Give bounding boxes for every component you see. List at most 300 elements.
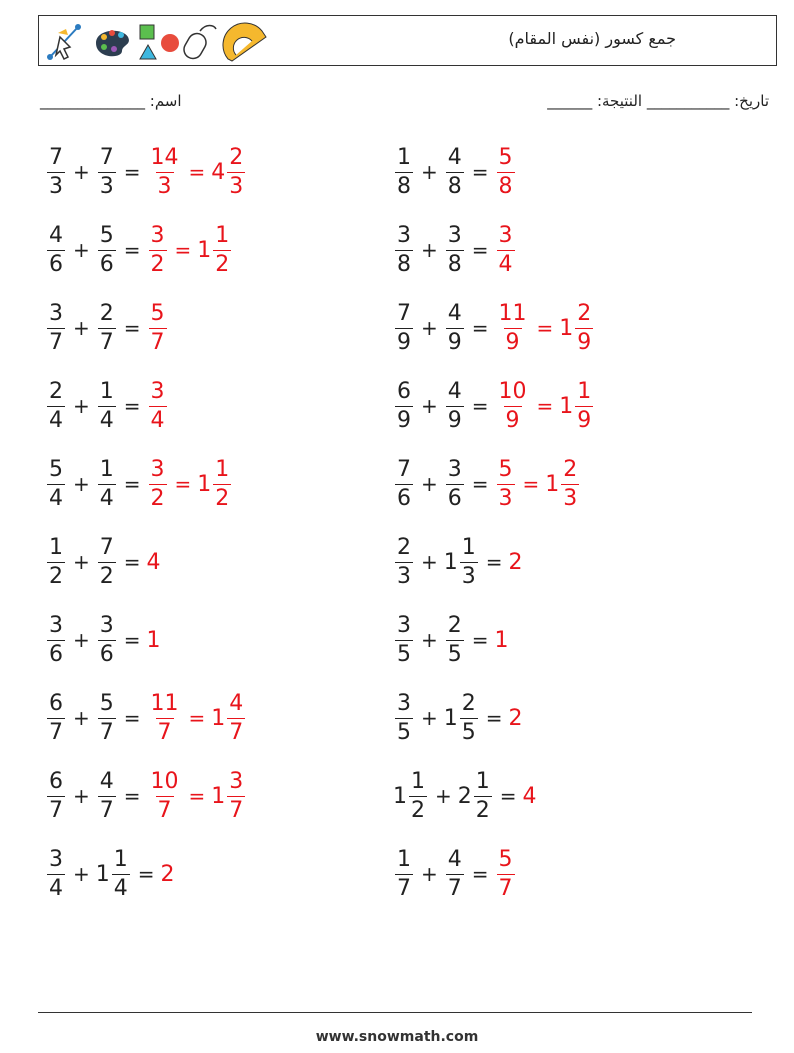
addend-1: [395, 690, 413, 745]
equals-sign: =: [499, 784, 517, 808]
answer-fraction-numerator: 5: [498, 456, 513, 482]
addend-1-denominator: 8: [397, 173, 411, 199]
problem-right-9: [393, 766, 537, 826]
addend-1: [47, 456, 65, 511]
addend-1: [395, 222, 413, 277]
answer-equals-sign: =: [536, 316, 554, 340]
answer-mixed-number-denominator: 7: [229, 719, 244, 745]
addend-2-denominator: 3: [99, 173, 114, 199]
answer: [495, 378, 596, 433]
problem-left-8: [45, 688, 247, 748]
answer-mixed-number-denominator: 7: [229, 797, 244, 823]
problem-left-2: [45, 220, 233, 280]
addend-2-numerator: 7: [99, 534, 114, 560]
paint-palette-icon: [96, 30, 129, 56]
addend-2-numerator: 2: [461, 690, 476, 716]
problem-left-6: [45, 532, 161, 592]
answer-fraction: [149, 144, 181, 199]
plus-sign: +: [421, 238, 438, 262]
answer-mixed-number: [213, 222, 231, 277]
addend-2-numerator: 2: [99, 300, 114, 326]
equals-sign: =: [485, 550, 503, 574]
answer-fraction-numerator: 14: [150, 144, 179, 170]
addend-2: [460, 534, 478, 589]
answer-whole: 2: [508, 549, 523, 575]
answer-fraction-denominator: 3: [498, 485, 513, 511]
addend-2: [98, 768, 116, 823]
answer-fraction-denominator: 7: [157, 719, 172, 745]
addend-1-numerator: 3: [397, 690, 411, 716]
equals-sign: =: [471, 160, 489, 184]
addend-1: [395, 378, 413, 433]
answer-mixed-number-numerator: 4: [229, 690, 244, 716]
problem-right-8: [393, 688, 523, 748]
answer-mixed-number-numerator: 2: [563, 456, 578, 482]
answer-mixed-number: [213, 456, 231, 511]
equals-sign: =: [123, 706, 141, 730]
addend-1-numerator: 2: [49, 378, 63, 404]
addend-2-numerator: 5: [99, 222, 114, 248]
answer-mixed-number-numerator: 1: [215, 222, 230, 248]
addend-2-numerator: 3: [99, 612, 114, 638]
addend-1-numerator: 7: [397, 300, 411, 326]
addend-1-denominator: 5: [397, 719, 411, 745]
addend-2-numerator: 3: [447, 222, 462, 248]
addend-2-denominator: 9: [447, 407, 462, 433]
addend-1-numerator: 6: [49, 690, 63, 716]
addend-1-denominator: 7: [49, 719, 63, 745]
answer-fraction-numerator: 3: [498, 222, 513, 248]
answer: [495, 222, 517, 277]
answer-equals-sign: =: [522, 472, 540, 496]
addend-2-denominator: 8: [447, 251, 462, 277]
answer-mixed-number-numerator: 1: [577, 378, 592, 404]
answer-fraction-denominator: 4: [498, 251, 513, 277]
plus-sign: +: [73, 238, 90, 262]
answer: [495, 628, 509, 653]
addend-2-whole: 2: [457, 783, 472, 809]
addend-2-numerator: 1: [461, 534, 476, 560]
equals-sign: =: [123, 160, 141, 184]
problem-right-1: [393, 142, 517, 202]
addend-2: [98, 534, 116, 589]
answer: [509, 706, 523, 731]
addend-2-denominator: 7: [99, 719, 114, 745]
plus-sign: +: [421, 316, 438, 340]
addend-1-denominator: 4: [49, 485, 63, 511]
answer-equals-sign: =: [536, 394, 554, 418]
addend-1: [395, 300, 413, 355]
addend-2-denominator: 7: [447, 875, 462, 901]
answer-fraction: [497, 222, 515, 277]
problem-right-3: [393, 298, 595, 358]
answer-fraction-denominator: 8: [498, 173, 513, 199]
answer-whole: 2: [508, 705, 523, 731]
answer-fraction: [149, 300, 167, 355]
addend-1-numerator: 3: [49, 300, 63, 326]
addend-1: [47, 768, 65, 823]
problem-right-2: [393, 220, 517, 280]
addend-1-denominator: 6: [49, 251, 63, 277]
addend-2-denominator: 7: [99, 329, 114, 355]
answer: [523, 784, 537, 809]
answer-equals-sign: =: [188, 784, 206, 808]
answer-fraction: [497, 300, 529, 355]
addend-2: [98, 612, 116, 667]
addend-1-numerator: 1: [49, 534, 63, 560]
equals-sign: =: [123, 784, 141, 808]
problem-left-4: [45, 376, 169, 436]
plus-sign: +: [421, 160, 438, 184]
answer-equals-sign: =: [188, 160, 206, 184]
answer: [147, 550, 161, 575]
addend-1-denominator: 7: [397, 875, 411, 901]
addend-1-numerator: 6: [49, 768, 63, 794]
answer-mixed-number-denominator: 9: [577, 407, 592, 433]
problem-right-6: [393, 532, 523, 592]
answer-mixed-number: [227, 144, 245, 199]
addend-1-denominator: 7: [49, 329, 63, 355]
equals-sign: =: [471, 238, 489, 262]
addend-2-whole: 1: [95, 861, 110, 887]
answer-whole: 2: [160, 861, 175, 887]
footer-divider: [38, 1012, 752, 1013]
answer-whole: 1: [494, 627, 509, 653]
name-field: اسم: ______________: [40, 92, 182, 110]
addend-1: [395, 534, 413, 589]
addend-2: [98, 456, 116, 511]
answer-equals-sign: =: [174, 472, 192, 496]
addend-2-numerator: 4: [447, 846, 462, 872]
answer-mixed-number-whole: 1: [559, 393, 574, 419]
equals-sign: =: [471, 394, 489, 418]
addend-1-numerator: 7: [397, 456, 411, 482]
addend-2-numerator: 4: [447, 378, 462, 404]
addend-1-denominator: 8: [397, 251, 411, 277]
header-box: [38, 15, 777, 66]
answer: [147, 144, 248, 199]
addend-2-denominator: 6: [447, 485, 462, 511]
answer: [495, 456, 582, 511]
answer-fraction-numerator: 3: [150, 378, 165, 404]
addend-2-whole: 1: [443, 705, 458, 731]
addend-2-denominator: 7: [99, 797, 114, 823]
addend-2-numerator: 4: [447, 144, 462, 170]
answer-fraction-denominator: 3: [157, 173, 172, 199]
plus-sign: +: [73, 628, 90, 652]
answer-mixed-number-whole: 4: [211, 159, 226, 185]
addend-2-numerator: 2: [447, 612, 462, 638]
addend-2-denominator: 3: [461, 563, 476, 589]
answer-equals-sign: =: [174, 238, 192, 262]
addend-1: [47, 300, 65, 355]
addend-1-denominator: 4: [49, 875, 63, 901]
answer: [147, 690, 248, 745]
equals-sign: =: [123, 628, 141, 652]
answer-fraction-numerator: 11: [498, 300, 527, 326]
problem-left-3: [45, 298, 169, 358]
addend-2: [98, 690, 116, 745]
answer: [495, 144, 517, 199]
answer-fraction-denominator: 4: [150, 407, 165, 433]
answer: [147, 628, 161, 653]
addend-2: [446, 378, 464, 433]
addend-2-numerator: 5: [99, 690, 114, 716]
addend-1-numerator: 1: [397, 846, 411, 872]
answer-fraction: [497, 378, 529, 433]
equals-sign: =: [471, 472, 489, 496]
answer-mixed-number-whole: 1: [197, 237, 212, 263]
equals-sign: =: [123, 394, 141, 418]
addend-2-denominator: 6: [99, 251, 114, 277]
problem-right-5: [393, 454, 581, 514]
addend-1-denominator: 7: [49, 797, 63, 823]
equals-sign: =: [137, 862, 155, 886]
problem-left-5: [45, 454, 233, 514]
answer-fraction-numerator: 5: [150, 300, 165, 326]
answer-mixed-number-whole: 1: [559, 315, 574, 341]
addend-1: [47, 690, 65, 745]
addend-2-whole: 1: [443, 549, 458, 575]
addend-2: [446, 846, 464, 901]
addend-1-numerator: 1: [397, 144, 411, 170]
plus-sign: +: [421, 706, 438, 730]
addend-1: [395, 456, 413, 511]
answer-fraction-denominator: 7: [150, 329, 165, 355]
addend-1-denominator: 2: [49, 563, 63, 589]
equals-sign: =: [471, 862, 489, 886]
addend-1-numerator: 1: [411, 768, 425, 794]
addend-2: [446, 612, 464, 667]
problem-left-9: [45, 766, 247, 826]
worksheet-title: جمع كسور (نفس المقام): [508, 29, 676, 48]
answer: [147, 378, 169, 433]
graph-tool-icon: [47, 24, 81, 60]
addend-2: [112, 846, 130, 901]
addend-1-denominator: 2: [411, 797, 425, 823]
addend-2: [446, 222, 464, 277]
addend-1-denominator: 3: [49, 173, 63, 199]
answer-mixed-number: [227, 768, 245, 823]
plus-sign: +: [73, 550, 90, 574]
shapes-icon: [140, 25, 179, 59]
addend-2-denominator: 2: [99, 563, 114, 589]
plus-sign: +: [421, 394, 438, 418]
answer-fraction-numerator: 3: [150, 222, 165, 248]
addend-2-numerator: 1: [99, 456, 114, 482]
answer-equals-sign: =: [188, 706, 206, 730]
answer-mixed-number-denominator: 3: [229, 173, 244, 199]
addend-2-denominator: 8: [447, 173, 462, 199]
answer-mixed-number-numerator: 2: [577, 300, 592, 326]
addend-2-denominator: 5: [461, 719, 476, 745]
answer-whole: 4: [146, 549, 161, 575]
plus-sign: +: [73, 472, 90, 496]
addend-2-denominator: 5: [447, 641, 462, 667]
addend-1: [395, 846, 413, 901]
addend-1-denominator: 5: [397, 641, 411, 667]
addend-1: [47, 846, 65, 901]
addend-1-numerator: 3: [397, 612, 411, 638]
answer-fraction-denominator: 2: [150, 485, 165, 511]
answer-fraction: [497, 846, 515, 901]
addend-2-numerator: 1: [99, 378, 114, 404]
answer: [161, 862, 175, 887]
answer: [495, 846, 517, 901]
addend-1-numerator: 5: [49, 456, 63, 482]
answer-fraction: [497, 144, 515, 199]
answer: [147, 300, 169, 355]
problem-right-10: [393, 844, 517, 904]
answer: [495, 300, 596, 355]
plus-sign: +: [73, 394, 90, 418]
addend-1-denominator: 4: [49, 407, 63, 433]
answer-mixed-number: [227, 690, 245, 745]
equals-sign: =: [471, 628, 489, 652]
addend-1-numerator: 3: [397, 222, 411, 248]
answer-fraction-numerator: 5: [498, 846, 513, 872]
answer-fraction-denominator: 9: [505, 407, 520, 433]
addend-1-numerator: 2: [397, 534, 411, 560]
addend-2-numerator: 3: [447, 456, 462, 482]
answer-mixed-number-whole: 1: [197, 471, 212, 497]
addend-2-denominator: 4: [113, 875, 128, 901]
answer: [147, 222, 234, 277]
addend-2-numerator: 4: [99, 768, 114, 794]
answer-mixed-number: [575, 378, 593, 433]
answer-fraction-numerator: 5: [498, 144, 513, 170]
problem-right-4: [393, 376, 595, 436]
answer-mixed-number-whole: 1: [211, 783, 226, 809]
addend-1-numerator: 3: [49, 612, 63, 638]
addend-1: [395, 612, 413, 667]
protractor-icon: [223, 23, 266, 61]
answer-fraction-numerator: 3: [150, 456, 165, 482]
answer-fraction-numerator: 11: [150, 690, 179, 716]
equals-sign: =: [123, 238, 141, 262]
answer-fraction: [149, 222, 167, 277]
answer: [147, 768, 248, 823]
addend-1-denominator: 6: [49, 641, 63, 667]
answer-fraction: [149, 768, 181, 823]
addend-1: [47, 378, 65, 433]
addend-1: [47, 144, 65, 199]
answer-fraction: [149, 690, 181, 745]
addend-2-denominator: 4: [99, 407, 114, 433]
addend-1-denominator: 6: [397, 485, 411, 511]
answer-whole: 1: [146, 627, 161, 653]
answer-fraction-denominator: 9: [505, 329, 520, 355]
plus-sign: +: [421, 550, 438, 574]
answer-fraction: [497, 456, 515, 511]
addend-2: [98, 222, 116, 277]
addend-2: [98, 144, 116, 199]
addend-2: [474, 768, 492, 823]
answer-mixed-number-denominator: 2: [215, 251, 230, 277]
plus-sign: +: [73, 160, 90, 184]
answer-fraction: [149, 378, 167, 433]
answer-mixed-number: [575, 300, 593, 355]
addend-2: [460, 690, 478, 745]
addend-2-numerator: 1: [113, 846, 128, 872]
problem-left-1: [45, 142, 247, 202]
problem-left-7: [45, 610, 161, 670]
addend-1: [47, 612, 65, 667]
addend-2: [98, 300, 116, 355]
problem-left-10: [45, 844, 175, 904]
addend-1-denominator: 9: [397, 407, 411, 433]
computer-mouse-icon: [181, 26, 216, 62]
answer: [147, 456, 234, 511]
answer-mixed-number-denominator: 2: [215, 485, 230, 511]
answer-fraction-denominator: 7: [157, 797, 172, 823]
plus-sign: +: [73, 706, 90, 730]
plus-sign: +: [435, 784, 452, 808]
addend-1-denominator: 9: [397, 329, 411, 355]
problem-right-7: [393, 610, 509, 670]
equals-sign: =: [123, 550, 141, 574]
answer-fraction-denominator: 2: [150, 251, 165, 277]
answer-mixed-number-denominator: 3: [563, 485, 578, 511]
plus-sign: +: [421, 862, 438, 886]
answer-whole: 4: [522, 783, 537, 809]
addend-1: [395, 144, 413, 199]
addend-1-numerator: 4: [49, 222, 63, 248]
equals-sign: =: [123, 472, 141, 496]
addend-1: [409, 768, 427, 823]
addend-1-whole: 1: [393, 783, 407, 809]
answer-fraction-denominator: 7: [498, 875, 513, 901]
plus-sign: +: [73, 862, 90, 886]
answer-fraction: [149, 456, 167, 511]
plus-sign: +: [421, 472, 438, 496]
equals-sign: =: [485, 706, 503, 730]
date-score-field: ______ :تاريخ: ___________ النتيجة: [547, 92, 769, 110]
addend-1-denominator: 3: [397, 563, 411, 589]
addend-1-numerator: 3: [49, 846, 63, 872]
addend-2-denominator: 6: [99, 641, 114, 667]
addend-2-denominator: 9: [447, 329, 462, 355]
answer-fraction-numerator: 10: [150, 768, 179, 794]
addend-2: [446, 144, 464, 199]
plus-sign: +: [421, 628, 438, 652]
equals-sign: =: [123, 316, 141, 340]
addend-1-numerator: 6: [397, 378, 411, 404]
addend-2: [446, 456, 464, 511]
answer-mixed-number-denominator: 9: [577, 329, 592, 355]
answer: [509, 550, 523, 575]
header-icons: [44, 19, 274, 63]
footer-website: www.snowmath.com: [315, 1029, 479, 1045]
answer-mixed-number: [561, 456, 579, 511]
addend-2-numerator: 1: [475, 768, 490, 794]
answer-mixed-number-whole: 1: [211, 705, 226, 731]
addend-2-denominator: 4: [99, 485, 114, 511]
plus-sign: +: [73, 316, 90, 340]
answer-mixed-number-numerator: 3: [229, 768, 244, 794]
addend-1: [47, 222, 65, 277]
answer-mixed-number-numerator: 2: [229, 144, 244, 170]
addend-2-numerator: 4: [447, 300, 462, 326]
equals-sign: =: [471, 316, 489, 340]
answer-fraction-numerator: 10: [498, 378, 527, 404]
answer-mixed-number-whole: 1: [545, 471, 560, 497]
addend-1-numerator: 7: [49, 144, 63, 170]
answer-mixed-number-numerator: 1: [215, 456, 230, 482]
addend-2-numerator: 7: [99, 144, 114, 170]
addend-2: [446, 300, 464, 355]
plus-sign: +: [73, 784, 90, 808]
